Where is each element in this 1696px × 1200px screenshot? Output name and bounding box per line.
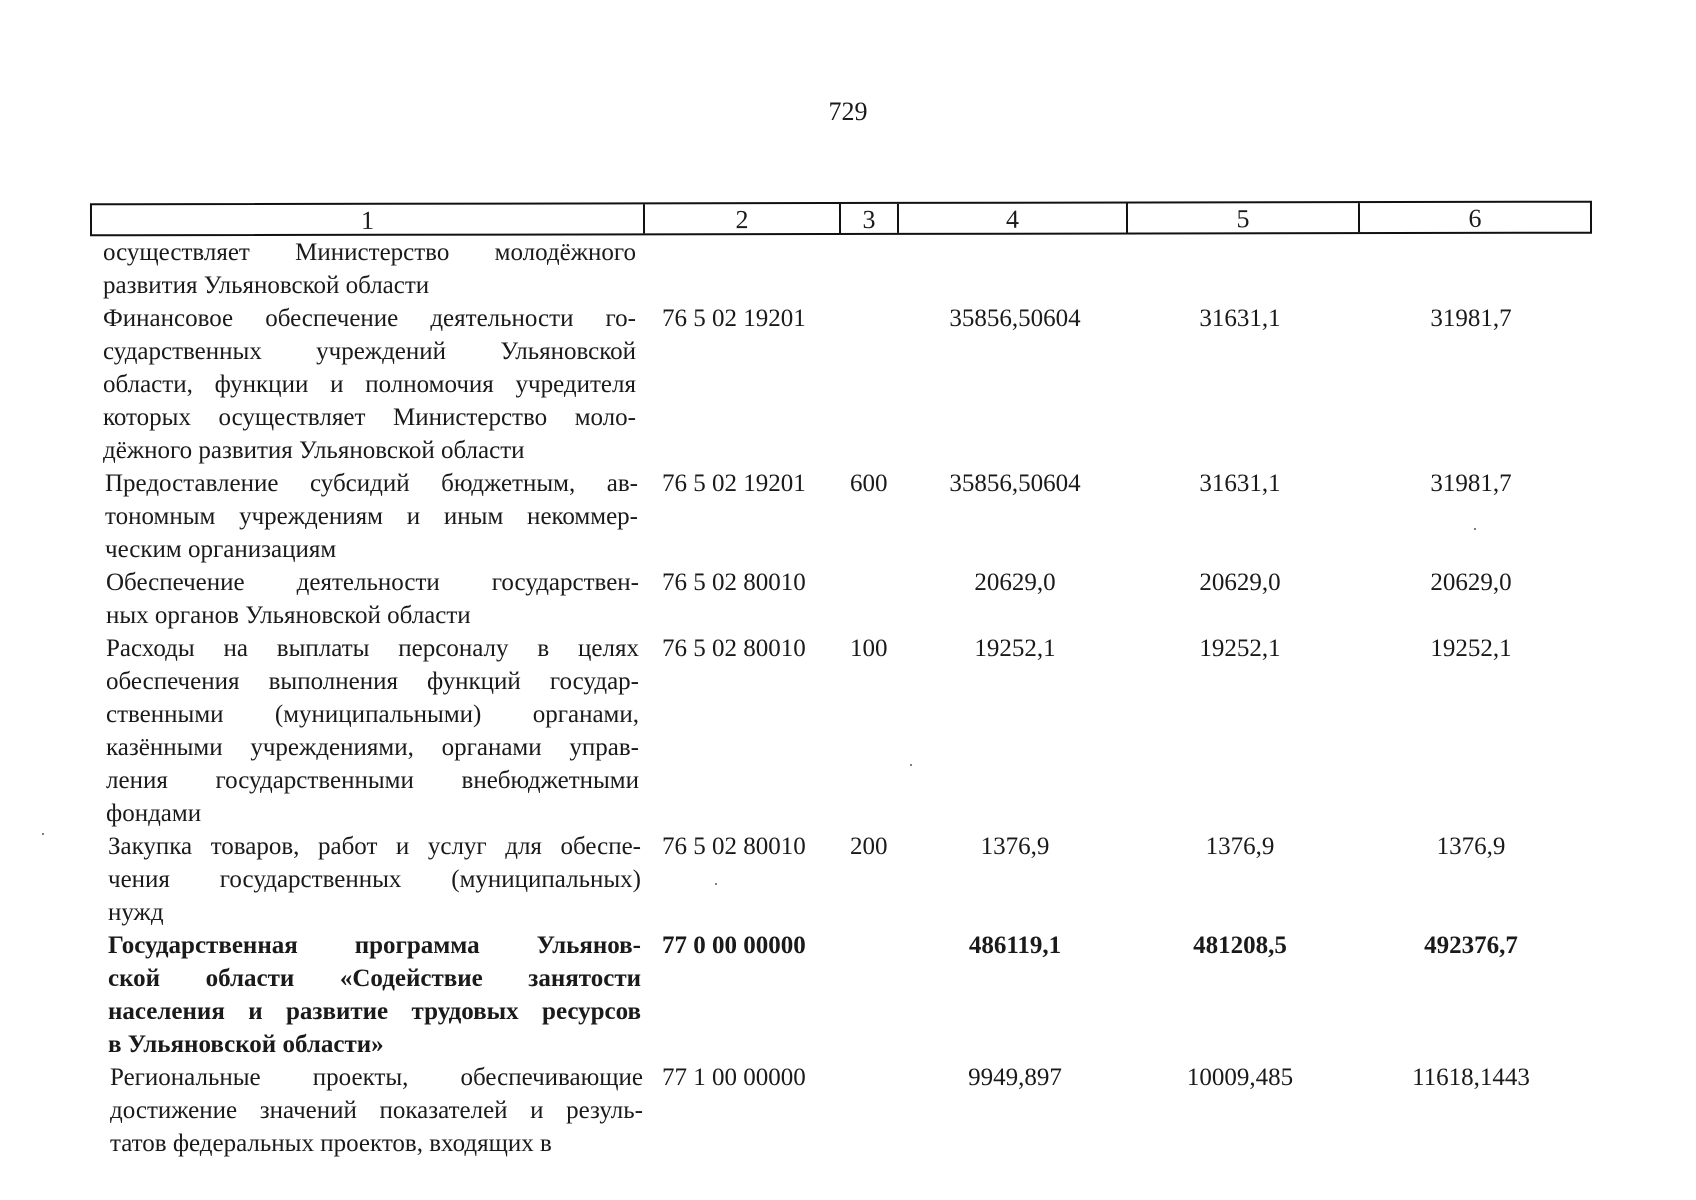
row-description — [105, 467, 638, 566]
amount-col5-cell: 1376,9 — [1205, 833, 1275, 860]
description-line: фондами — [106, 800, 202, 827]
description-line: тономным учреждениям и иным некоммер- — [105, 503, 638, 530]
row-description — [108, 830, 641, 929]
description-line: сударственных учреждений Ульяновской — [103, 338, 636, 365]
description-line: ческим организациям — [105, 536, 337, 563]
table-row — [0, 830, 1696, 929]
row-description — [110, 1061, 643, 1160]
amount-col4-cell: 9949,897 — [968, 1064, 1062, 1091]
description-line: Обеспечение деятельности государствен- — [106, 569, 639, 596]
budget-code-cell: 76 5 02 80010 — [662, 833, 806, 860]
description-line: достижение значений показателей и резуль- — [110, 1097, 643, 1124]
budget-code-cell: 76 5 02 80010 — [662, 569, 806, 596]
amount-col5-cell: 31631,1 — [1199, 305, 1281, 332]
description-line: Региональные проекты, обеспечивающие — [110, 1064, 643, 1091]
description-line: Предоставление субсидий бюджетным, ав- — [105, 470, 638, 497]
amount-col4-cell: 35856,50604 — [949, 305, 1081, 332]
description-line: ственными (муниципальными) органами, — [106, 701, 639, 728]
header-col-3: 3 — [841, 204, 899, 233]
description-line: Государственная программа Ульянов- — [108, 932, 641, 959]
amount-col6-cell: 11618,1443 — [1412, 1064, 1530, 1091]
amount-col5-cell: 31631,1 — [1199, 470, 1281, 497]
description-line: Финансовое обеспечение деятельности го- — [103, 305, 636, 332]
description-line: развития Ульяновской области — [103, 272, 430, 299]
amount-col4-cell: 19252,1 — [974, 635, 1056, 662]
description-line: татов федеральных проектов, входящих в — [110, 1130, 552, 1157]
amount-col5-cell: 20629,0 — [1199, 569, 1281, 596]
description-line: ской области «Содействие занятости — [108, 965, 641, 992]
description-line: области, функции и полномочия учредителя — [103, 371, 636, 398]
description-line: ных органов Ульяновской области — [106, 602, 471, 629]
description-line: которых осуществляет Министерство моло- — [103, 404, 636, 431]
amount-col6-cell: 20629,0 — [1430, 569, 1512, 596]
amount-col6-cell: 31981,7 — [1430, 305, 1512, 332]
table-row — [0, 1061, 1696, 1160]
scan-speck — [910, 764, 912, 766]
header-col-5: 5 — [1128, 203, 1360, 232]
scan-speck — [715, 883, 717, 885]
amount-col6-cell: 31981,7 — [1430, 470, 1512, 497]
expense-type-cell: 100 — [850, 635, 888, 662]
table-row — [0, 302, 1696, 467]
description-line: Расходы на выплаты персоналу в целях — [106, 635, 639, 662]
table-row — [0, 632, 1696, 830]
table-row — [0, 566, 1696, 632]
description-line: в Ульяновской области» — [108, 1031, 384, 1058]
amount-col4-cell: 20629,0 — [974, 569, 1056, 596]
header-col-2: 2 — [645, 204, 841, 233]
row-description — [106, 566, 639, 632]
page-number: 729 — [828, 97, 868, 126]
scan-speck — [1474, 528, 1476, 530]
table-row — [0, 929, 1696, 1061]
scan-speck — [42, 833, 44, 835]
description-line: дёжного развития Ульяновской области — [103, 437, 525, 464]
description-line: ления государственными внебюджетными — [106, 767, 639, 794]
description-line: казёнными учреждениями, органами управ- — [106, 734, 639, 761]
description-line: нужд — [108, 899, 164, 926]
amount-col6-cell: 492376,7 — [1424, 932, 1518, 959]
description-line: осуществляет Министерство молодёжного — [103, 239, 636, 266]
header-col-6: 6 — [1468, 203, 1482, 233]
amount-col4-cell: 35856,50604 — [949, 470, 1081, 497]
amount-col5-cell: 481208,5 — [1193, 932, 1287, 959]
header-col-4: 4 — [899, 203, 1128, 232]
row-description — [103, 302, 636, 467]
table-header — [90, 201, 1592, 237]
amount-col4-cell: 486119,1 — [968, 932, 1062, 959]
table-row — [0, 236, 1696, 302]
header-col-1: 1 — [92, 204, 645, 234]
row-description — [103, 236, 636, 302]
expense-type-cell: 600 — [850, 470, 888, 497]
budget-code-cell: 77 1 00 00000 — [662, 1064, 806, 1091]
expense-type-cell: 200 — [850, 833, 888, 860]
amount-col6-cell: 19252,1 — [1430, 635, 1512, 662]
budget-code-cell: 76 5 02 80010 — [662, 635, 806, 662]
budget-code-cell: 76 5 02 19201 — [662, 470, 806, 497]
description-line: обеспечения выполнения функций государ- — [106, 668, 639, 695]
description-line: чения государственных (муниципальных) — [108, 866, 641, 893]
budget-code-cell: 77 0 00 00000 — [662, 932, 806, 959]
amount-col5-cell: 10009,485 — [1186, 1064, 1294, 1091]
row-description — [106, 632, 639, 830]
row-description — [108, 929, 641, 1061]
table-row — [0, 467, 1696, 566]
amount-col5-cell: 19252,1 — [1199, 635, 1281, 662]
description-line: населения и развитие трудовых ресурсов — [108, 998, 641, 1025]
amount-col4-cell: 1376,9 — [980, 833, 1050, 860]
budget-code-cell: 76 5 02 19201 — [662, 305, 806, 332]
amount-col6-cell: 1376,9 — [1436, 833, 1506, 860]
description-line: Закупка товаров, работ и услуг для обеспе- — [108, 833, 641, 860]
